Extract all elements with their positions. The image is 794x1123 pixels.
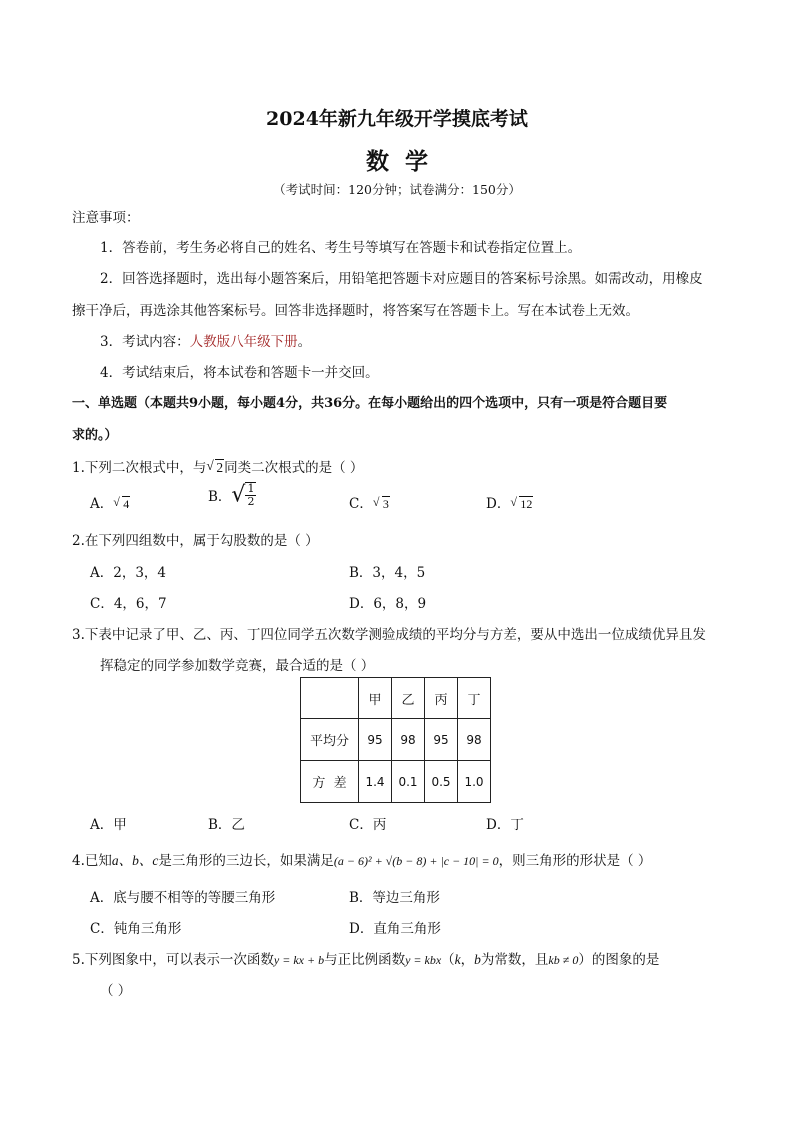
q5-linear-function: y = kx + b (273, 953, 325, 967)
q4-stem (72, 849, 651, 869)
q1-option-b-den: 2 (247, 495, 255, 508)
note-item-2: 2．回答选择题时，选出每小题答案后，用铅笔把答题卡对应题目的答案标号涂黑。如需改动，用橡皮 (100, 271, 703, 287)
q1-option-a-sqrt: √ 4 (113, 495, 130, 511)
q3-option-d[interactable]: D．丁 (486, 817, 524, 833)
table-cell: 98 (392, 719, 425, 761)
table-row (301, 761, 491, 803)
q5-stem-b: 与正比例函数 (324, 952, 406, 968)
q1-option-c[interactable] (349, 492, 390, 512)
q5-proportional-function: y = kbx (405, 953, 442, 967)
q3-stem: 3.下表中记录了甲、乙、丙、丁四位同学五次数学测验成绩的平均分与方差，要从中选出一位成绩优异且发 (72, 627, 706, 643)
exam-info: （考试时间：120分钟；试卷满分：150分） (273, 182, 521, 197)
table-header-cell (301, 678, 359, 719)
q1-option-c-radicand: 3 (382, 497, 389, 511)
q4-stem-a: 4.已知 (72, 853, 112, 869)
subject-title: 数学 (366, 148, 444, 175)
table-header-row (301, 678, 491, 719)
q4-expression: (a − 6)² + √(b − 8) + |c − 10| = 0 (333, 854, 499, 868)
q4-option-b[interactable]: B．等边三角形 (349, 890, 440, 906)
q3-option-a[interactable]: A．甲 (90, 817, 127, 833)
table-cell: 1.0 (458, 761, 491, 803)
q2-stem: 2.在下列四组数中，属于勾股数的是（ ） (72, 533, 319, 549)
q1-option-b-label: B． (208, 489, 232, 505)
q1-option-c-label: C． (349, 496, 373, 512)
q4-vars: a、b、c (111, 853, 159, 868)
notes-heading: 注意事项： (72, 210, 140, 226)
score-table (300, 677, 491, 803)
q2-option-d[interactable]: D．6，8，9 (349, 596, 427, 612)
q5-stem-e: ）的图象的是 (578, 952, 660, 968)
note-item-4: 4．考试结束后，将本试卷和答题卡一并交回。 (100, 365, 379, 381)
q1-radicand: 2 (216, 460, 224, 475)
q1-option-a-label: A． (90, 496, 114, 512)
q1-option-c-sqrt: √ 3 (372, 495, 389, 511)
table-cell: 95 (425, 719, 458, 761)
q5-b: b (474, 952, 481, 967)
table-row (301, 719, 491, 761)
table-header-cell: 丁 (458, 678, 491, 719)
q1-option-d[interactable] (486, 492, 533, 512)
note-item-1: 1．答卷前，考生务必将自己的姓名、考生号等填写在答题卡和试卷指定位置上。 (100, 240, 582, 256)
q5-stem-c: （ (441, 952, 455, 968)
q5-stem-d: 为常数，且 (480, 952, 549, 968)
table-header-cell: 丙 (425, 678, 458, 719)
note-item-3 (100, 330, 311, 350)
q5-stem-cont: （ ） (100, 983, 132, 999)
q5-condition: kb ≠ 0 (548, 953, 579, 967)
q1-option-b[interactable] (208, 482, 256, 508)
q1-option-d-radicand: 12 (520, 497, 533, 511)
exam-title: 2024年新九年级开学摸底考试 (266, 108, 528, 130)
q2-option-c[interactable]: C．4，6，7 (90, 596, 167, 612)
q1-option-d-label: D． (486, 496, 511, 512)
q1-stem-a: 1.下列二次根式中，与 (72, 460, 207, 476)
note-item-3-label: 3．考试内容： (100, 334, 190, 350)
table-cell: 0.5 (425, 761, 458, 803)
note-item-3-end: 。 (297, 334, 312, 350)
exam-content-highlight: 人教版八年级下册 (189, 334, 298, 350)
radical-sign-icon: √ (231, 482, 246, 508)
table-header-cell: 甲 (359, 678, 392, 719)
section-heading-cont: 求的。） (72, 428, 118, 443)
table-cell: 0.1 (392, 761, 425, 803)
q4-option-d[interactable]: D．直角三角形 (349, 921, 441, 937)
q1-option-b-num: 1 (247, 482, 255, 495)
q5-stem-a: 5.下列图象中，可以表示一次函数 (72, 952, 274, 968)
q1-stem-b: 同类二次根式的是（ ） (224, 460, 364, 476)
q4-option-a[interactable]: A．底与腰不相等的等腰三角形 (90, 890, 276, 906)
table-cell: 95 (359, 719, 392, 761)
q1-option-a[interactable] (90, 492, 130, 512)
q3-option-b[interactable]: B．乙 (208, 817, 245, 833)
q1-option-d-sqrt: √ 12 (510, 495, 533, 511)
q1-stem (72, 456, 363, 476)
table-cell: 98 (458, 719, 491, 761)
q3-stem-cont: 挥稳定的同学参加数学竞赛，最合适的是（ ） (100, 658, 375, 674)
q5-stem (72, 948, 659, 968)
q2-option-b[interactable]: B．3，4，5 (349, 565, 426, 581)
section-heading: 一、单选题（本题共9小题，每小题4分，共36分。在每小题给出的四个选项中，只有一项是符合题目要 (72, 396, 668, 411)
q4-stem-c: ，则三角形的形状是（ ） (498, 853, 652, 869)
q5-k: k (454, 952, 461, 967)
q4-stem-b: 是三角形的三边长，如果满足 (158, 853, 334, 869)
q2-option-a[interactable]: A．2，3，4 (90, 565, 167, 581)
q1-option-a-radicand: 4 (123, 497, 130, 511)
table-cell: 平均分 (301, 719, 359, 761)
q5-sep: ， (460, 952, 475, 968)
q4-option-c[interactable]: C．钝角三角形 (90, 921, 182, 937)
q1-option-b-fraction (245, 482, 256, 508)
table-cell: 方 差 (301, 761, 359, 803)
q3-option-c[interactable]: C．丙 (349, 817, 387, 833)
note-item-2-cont: 擦干净后，再选涂其他答案标号。回答非选择题时，将答案写在答题卡上。写在本试卷上无效。 (72, 303, 639, 319)
table-header-cell: 乙 (392, 678, 425, 719)
q1-sqrt: √ 2 (206, 458, 224, 475)
table-cell: 1.4 (359, 761, 392, 803)
